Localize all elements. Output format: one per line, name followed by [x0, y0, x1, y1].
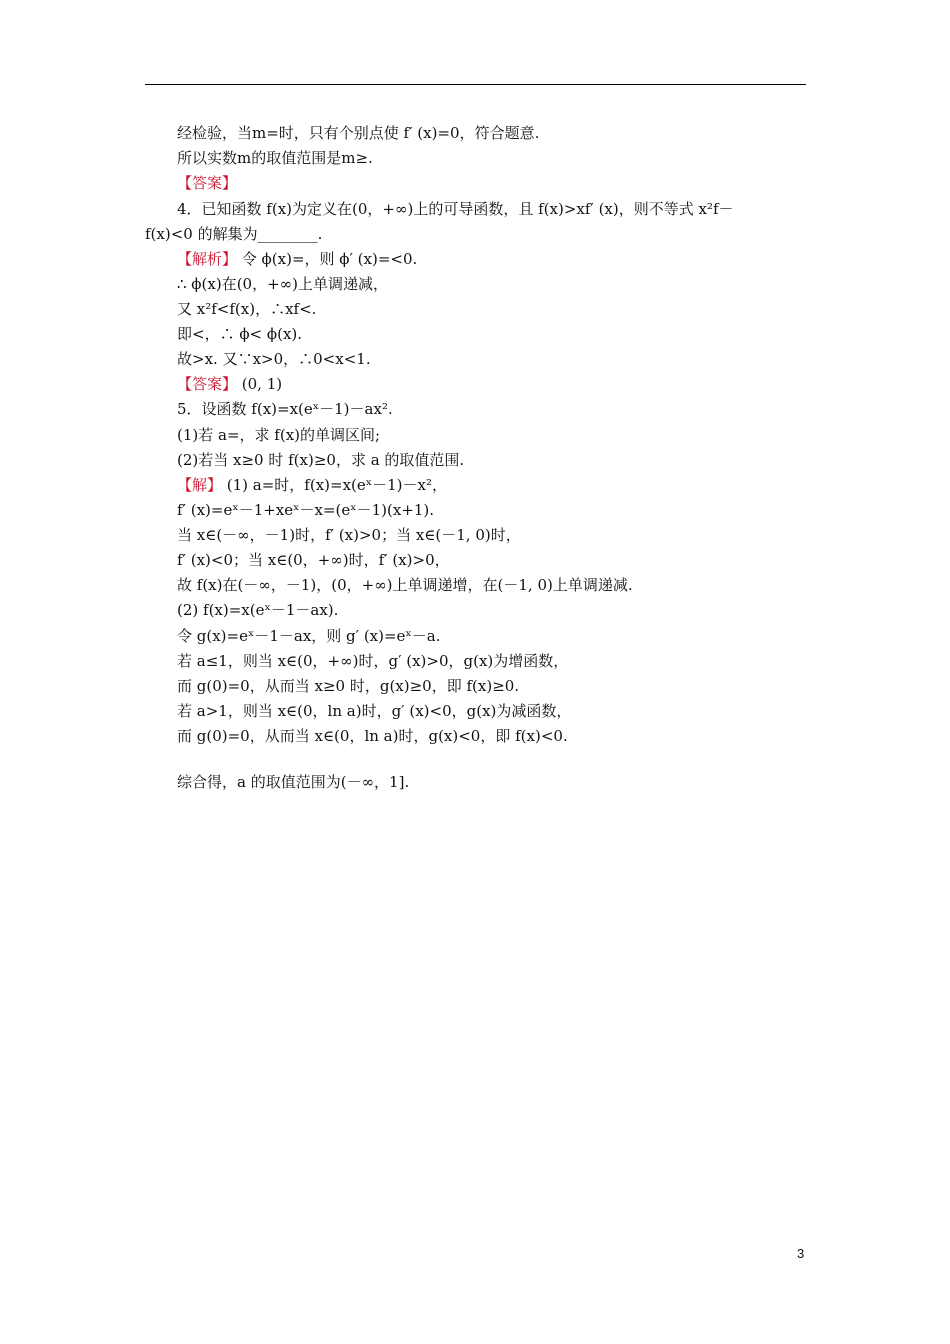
- text-line: f(x)<0 的解集为________.: [145, 225, 323, 243]
- page-number: 3: [797, 1246, 805, 1261]
- conclusion-line: 综合得，a 的取值范围为(－∞，1].: [177, 773, 410, 791]
- text-line: (1)若 a=，求 f(x)的单调区间;: [177, 426, 381, 444]
- text-line: f′ (x)=eˣ－1+xeˣ－x=(eˣ－1)(x+1).: [177, 501, 435, 519]
- text-line: 又 x²f<f(x)，∴xf<.: [177, 300, 317, 318]
- text-line: 故>x. 又∵x>0，∴0<x<1.: [177, 350, 371, 368]
- text-line: 令 g(x)=eˣ－1－ax，则 g′ (x)=eˣ－a.: [177, 627, 441, 645]
- text-line: 当 x∈(－∞，－1)时，f′ (x)>0；当 x∈(－1, 0)时，: [177, 526, 521, 544]
- text-line: 若 a≤1，则当 x∈(0，+∞)时，g′ (x)>0，g(x)为增函数，: [177, 652, 569, 670]
- text-line: (2) f(x)=x(eˣ－1－ax).: [177, 601, 339, 619]
- text-line: (2)若当 x≥0 时 f(x)≥0，求 a 的取值范围.: [177, 451, 465, 469]
- text-line: ∴ ϕ(x)在(0，+∞)上单调递减，: [177, 275, 389, 293]
- solution-tag: 【解】: [177, 476, 223, 494]
- problem-4-line: 4．已知函数 f(x)为定义在(0，+∞)上的可导函数，且 f(x)>xf′ (x)，则不等式 x²f－: [177, 200, 734, 218]
- text-line: 即<，∴ ϕ< ϕ(x).: [177, 325, 303, 343]
- answer-tag: 【答案】: [177, 375, 238, 393]
- solution-line: 【解】 (1) a=时，f(x)=x(eˣ－1)－x²，: [177, 476, 448, 494]
- text-line: 经检验，当m=时，只有个别点使 f′ (x)=0，符合题意.: [177, 124, 540, 142]
- text-line: 而 g(0)=0，从而当 x∈(0，ln a)时，g(x)<0，即 f(x)<0.: [177, 727, 568, 745]
- header-rule: [145, 84, 806, 85]
- answer-tag: 【答案】: [177, 174, 238, 192]
- problem-5-line: 5．设函数 f(x)=x(eˣ－1)－ax².: [177, 400, 393, 418]
- text-line: 而 g(0)=0，从而当 x≥0 时，g(x)≥0，即 f(x)≥0.: [177, 677, 520, 695]
- text-line: f′ (x)<0；当 x∈(0，+∞)时，f′ (x)>0，: [177, 551, 450, 569]
- text-line: 所以实数m的取值范围是m≥.: [177, 149, 373, 167]
- text-line: 若 a>1，则当 x∈(0，ln a)时，g′ (x)<0，g(x)为减函数，: [177, 702, 572, 720]
- answer-line: 【答案】 (0, 1): [177, 375, 283, 393]
- analysis-line: 【解析】 令 ϕ(x)=，则 ϕ′ (x)=<0.: [177, 250, 418, 268]
- text-line: 故 f(x)在(－∞，－1)，(0，+∞)上单调递增，在(－1, 0)上单调递减.: [177, 576, 633, 594]
- answer-line: [177, 173, 237, 193]
- analysis-tag: 【解析】: [177, 250, 238, 268]
